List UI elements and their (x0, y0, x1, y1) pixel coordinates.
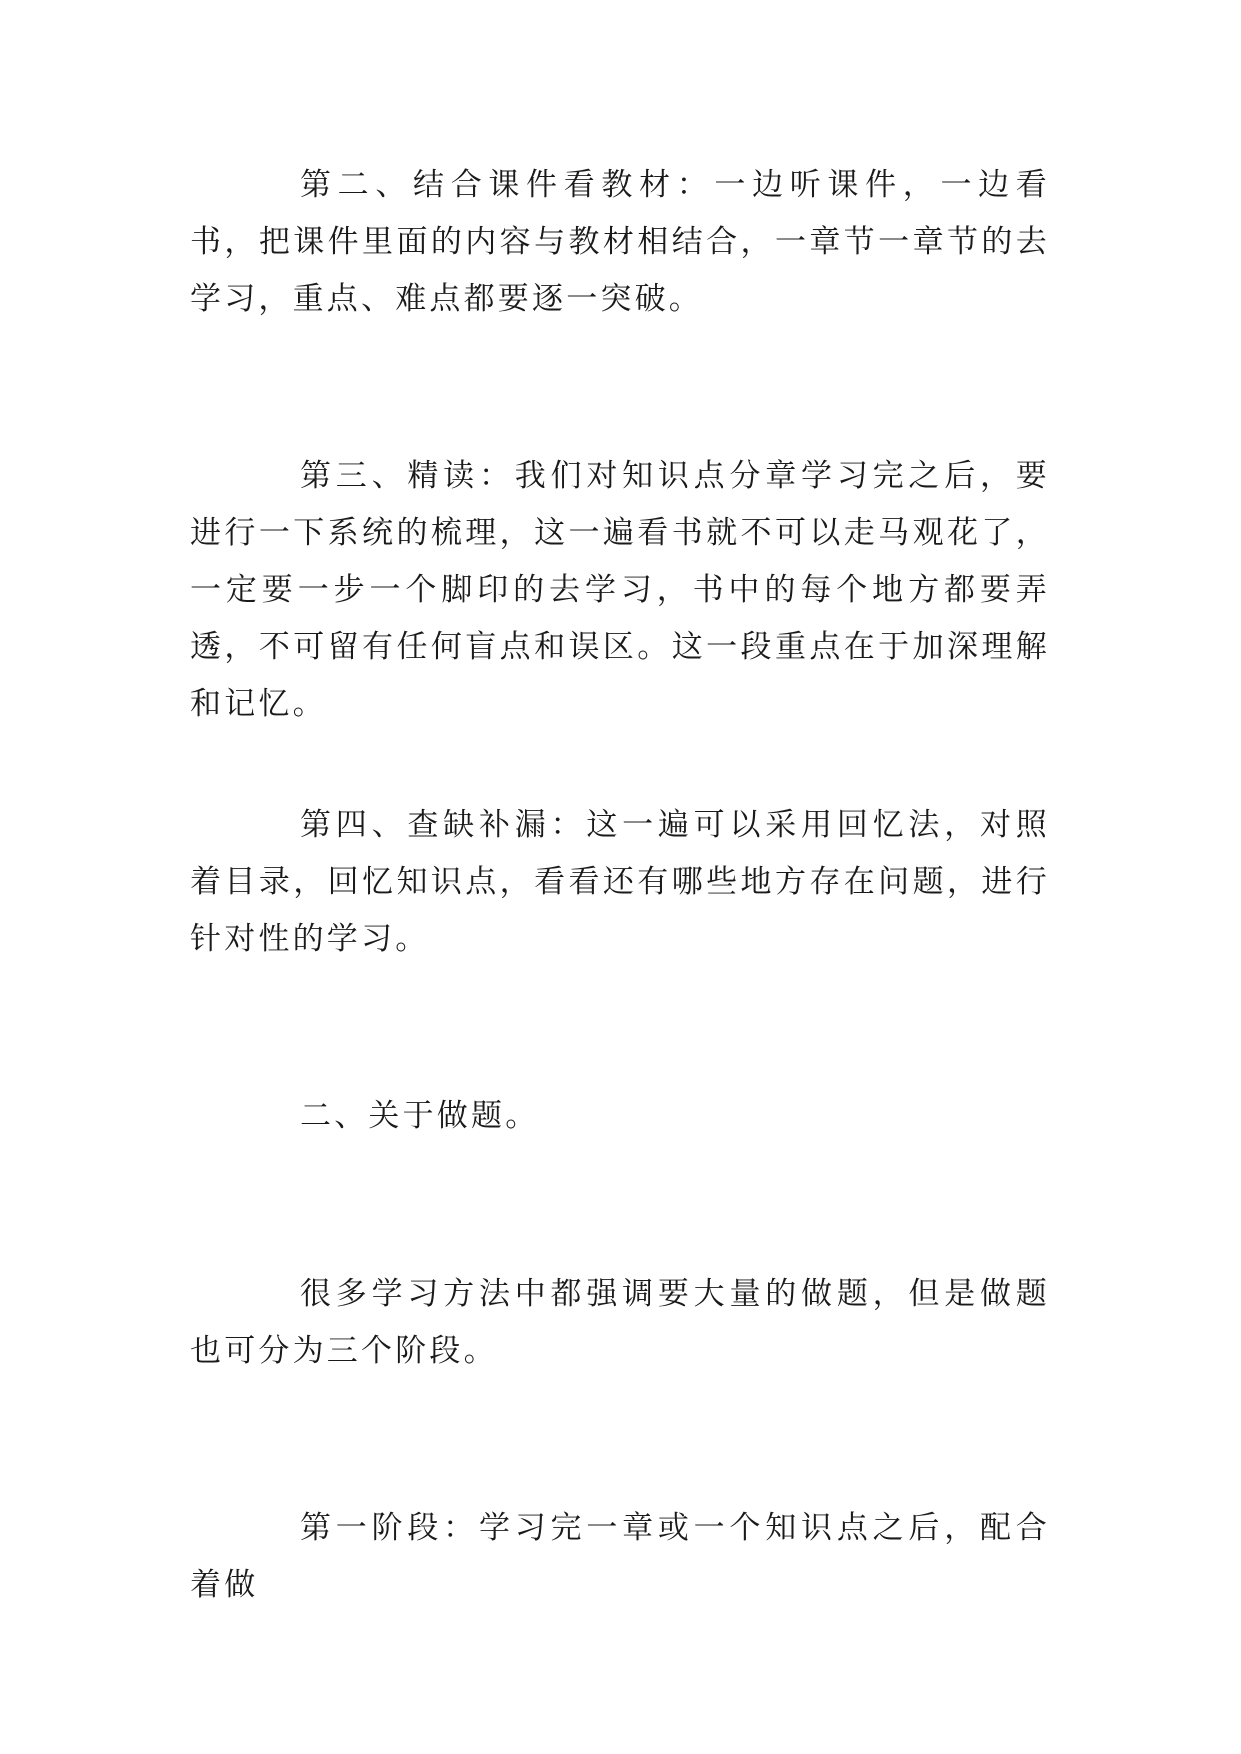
paragraph-first-stage: 第一阶段：学习完一章或一个知识点之后，配合着做 (190, 1510, 1050, 1603)
section-heading-doing-exercises: 二、关于做题。 (300, 1098, 540, 1134)
paragraph-three-stages: 很多学习方法中都强调要大量的做题，但是做题也可分为三个阶段。 (190, 1276, 1050, 1369)
paragraph-intensive-reading: 第三、精读：我们对知识点分章学习完之后，要进行一下系统的梳理，这一遍看书就不可以走马观花了，一定要一步一个脚印的去学习，书中的每个地方都要弄透，不可留有任何盲点和误区。这一段重点在于加深理解和记忆。 (190, 458, 1050, 722)
paragraph-fill-gaps: 第四、查缺补漏：这一遍可以采用回忆法，对照着目录，回忆知识点，看看还有哪些地方存在问题，进行针对性的学习。 (190, 807, 1050, 957)
paragraph-courseware-and-textbook: 第二、结合课件看教材：一边听课件，一边看书，把课件里面的内容与教材相结合，一章节一章节的去学习，重点、难点都要逐一突破。 (190, 167, 1050, 317)
